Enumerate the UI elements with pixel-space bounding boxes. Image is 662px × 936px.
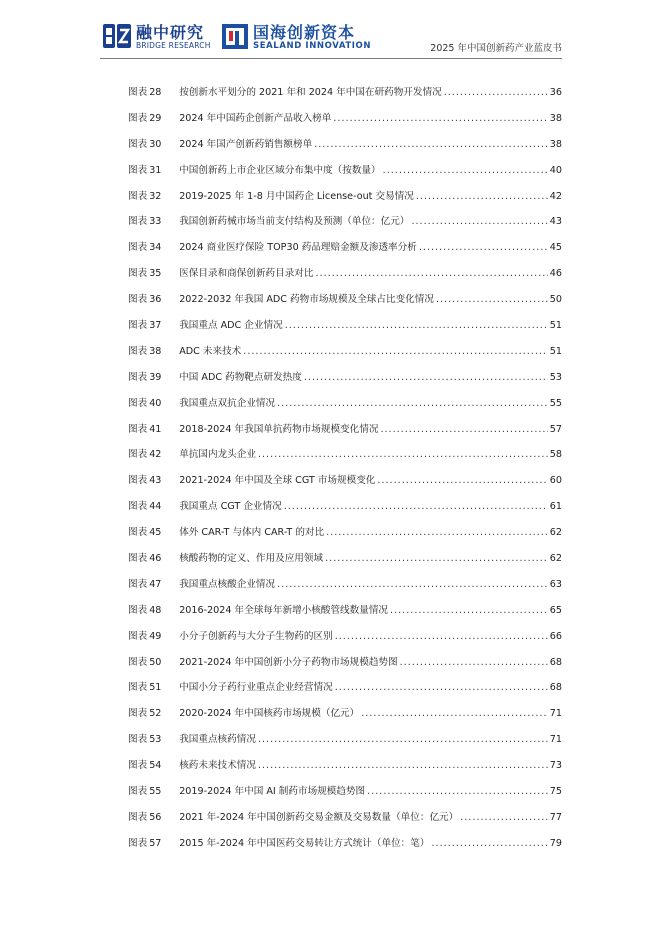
toc-entry-title: 中国小分子药行业重点企业经营情况 xyxy=(179,682,333,694)
toc-entry[interactable] xyxy=(128,343,562,369)
toc-entry-leader-dots xyxy=(258,446,548,464)
toc-entry-label: 图表 xyxy=(128,630,148,642)
sealand-innovation-logo-icon xyxy=(220,21,250,51)
toc-entry-number: 48 xyxy=(149,604,162,616)
toc-entry[interactable] xyxy=(128,731,562,757)
bridge-research-logo-en: BRIDGE RESEARCH xyxy=(136,41,211,50)
toc-entry-label: 图表 xyxy=(128,656,148,668)
toc-entry-label: 图表 xyxy=(128,734,148,746)
toc-entry-title: 中国 ADC 药物靶点研发热度 xyxy=(179,371,302,383)
toc-entry-number: 31 xyxy=(149,164,162,176)
toc-entry-page: 71 xyxy=(549,734,562,746)
toc-entry[interactable] xyxy=(128,654,562,680)
toc-entry-title: 我国创新药械市场当前支付结构及预测（单位：亿元） xyxy=(179,216,410,228)
toc-entry-number: 51 xyxy=(149,682,162,694)
toc-entry-title: 2019-2025 年 1-8 月中国药企 License-out 交易情况 xyxy=(179,190,414,202)
toc-entry-page: 68 xyxy=(549,656,562,668)
toc-entry-number: 30 xyxy=(149,138,162,150)
toc-entry-leader-dots xyxy=(285,317,548,335)
toc-entry-title: ADC 未来技术 xyxy=(179,345,242,357)
toc-entry-page: 58 xyxy=(549,449,562,461)
toc-entry-page: 38 xyxy=(549,112,562,124)
toc-entry[interactable] xyxy=(128,265,562,291)
toc-entry-number: 41 xyxy=(149,423,162,435)
toc-entry[interactable] xyxy=(128,446,562,472)
table-of-figures xyxy=(128,84,562,861)
toc-entry-number: 36 xyxy=(149,294,162,306)
toc-entry-label: 图表 xyxy=(128,501,148,513)
toc-entry-page: 77 xyxy=(549,811,562,823)
toc-entry[interactable] xyxy=(128,291,562,317)
toc-entry-page: 61 xyxy=(549,501,562,513)
toc-entry-title: 2015 年-2024 年中国医药交易转让方式统计（单位：笔） xyxy=(179,837,430,849)
toc-entry-page: 38 xyxy=(549,138,562,150)
toc-entry[interactable] xyxy=(128,472,562,498)
toc-entry-label: 图表 xyxy=(128,760,148,772)
toc-entry[interactable] xyxy=(128,110,562,136)
toc-entry[interactable] xyxy=(128,524,562,550)
toc-entry-title: 2022-2032 年我国 ADC 药物市场规模及全球占比变化情况 xyxy=(179,294,434,306)
toc-entry-title: 2024 商业医疗保险 TOP30 药品理赔金额及渗透率分析 xyxy=(179,242,417,254)
document-title: 2025 年中国创新药产业蓝皮书 xyxy=(430,43,562,54)
toc-entry[interactable] xyxy=(128,421,562,447)
toc-entry[interactable] xyxy=(128,136,562,162)
toc-entry-leader-dots xyxy=(444,84,548,102)
toc-entry-leader-dots xyxy=(400,654,548,672)
toc-entry-number: 38 xyxy=(149,345,162,357)
toc-entry-title: 我国重点 CGT 企业情况 xyxy=(179,501,282,513)
toc-entry[interactable] xyxy=(128,835,562,861)
toc-entry-page: 45 xyxy=(549,242,562,254)
toc-entry-page: 42 xyxy=(549,190,562,202)
toc-entry-label: 图表 xyxy=(128,449,148,461)
toc-entry-page: 62 xyxy=(549,553,562,565)
toc-entry-label: 图表 xyxy=(128,786,148,798)
toc-entry-title: 2024 年国产创新药销售额榜单 xyxy=(179,138,313,150)
toc-entry-title: 小分子创新药与大分子生物药的区别 xyxy=(179,630,333,642)
toc-entry-leader-dots xyxy=(304,369,548,387)
toc-entry-leader-dots xyxy=(411,213,547,231)
toc-entry-title: 中国创新药上市企业区域分布集中度（按数量） xyxy=(179,164,381,176)
toc-entry-number: 43 xyxy=(149,475,162,487)
toc-entry-leader-dots xyxy=(277,395,548,413)
toc-entry[interactable] xyxy=(128,239,562,265)
toc-entry-leader-dots xyxy=(258,757,548,775)
toc-entry-page: 79 xyxy=(549,837,562,849)
toc-entry-label: 图表 xyxy=(128,164,148,176)
toc-entry-number: 32 xyxy=(149,190,162,202)
toc-entry-title: 我国重点核药情况 xyxy=(179,734,256,746)
toc-entry-number: 46 xyxy=(149,553,162,565)
toc-entry-page: 62 xyxy=(549,527,562,539)
toc-entry-title: 体外 CAR-T 与体内 CAR-T 的对比 xyxy=(179,527,325,539)
toc-entry-number: 29 xyxy=(149,112,162,124)
toc-entry-number: 39 xyxy=(149,371,162,383)
toc-entry[interactable] xyxy=(128,162,562,188)
toc-entry-number: 37 xyxy=(149,320,162,332)
toc-entry-number: 56 xyxy=(149,811,162,823)
toc-entry-label: 图表 xyxy=(128,190,148,202)
toc-entry-number: 33 xyxy=(149,216,162,228)
toc-entry-number: 34 xyxy=(149,242,162,254)
toc-entry-title: 医保目录和商保创新药目录对比 xyxy=(179,268,314,280)
toc-entry-number: 35 xyxy=(149,268,162,280)
toc-entry-label: 图表 xyxy=(128,112,148,124)
toc-entry-label: 图表 xyxy=(128,345,148,357)
toc-entry[interactable] xyxy=(128,213,562,239)
toc-entry-title: 2024 年中国药企创新产品收入榜单 xyxy=(179,112,332,124)
toc-entry-title: 2021 年-2024 年中国创新药交易金额及交易数量（单位：亿元） xyxy=(179,811,459,823)
toc-entry-title: 单抗国内龙头企业 xyxy=(179,449,256,461)
toc-entry-label: 图表 xyxy=(128,216,148,228)
toc-entry-leader-dots xyxy=(284,498,548,516)
toc-entry-label: 图表 xyxy=(128,294,148,306)
toc-entry-label: 图表 xyxy=(128,578,148,590)
toc-entry-label: 图表 xyxy=(128,604,148,616)
toc-entry-page: 40 xyxy=(549,164,562,176)
toc-entry-label: 图表 xyxy=(128,87,148,98)
toc-entry[interactable] xyxy=(128,602,562,628)
bridge-research-logo xyxy=(102,20,214,54)
toc-entry-page: 36 xyxy=(549,87,562,98)
page-header xyxy=(0,0,662,62)
toc-entry-page: 43 xyxy=(549,216,562,228)
toc-entry-label: 图表 xyxy=(128,527,148,539)
toc-entry-title: 我国重点 ADC 企业情况 xyxy=(179,320,283,332)
toc-entry-label: 图表 xyxy=(128,268,148,280)
toc-entry-label: 图表 xyxy=(128,708,148,720)
bridge-research-logo-cn: 融中研究 xyxy=(136,23,205,42)
toc-entry[interactable] xyxy=(128,395,562,421)
toc-entry-leader-dots xyxy=(335,679,548,697)
toc-entry-number: 44 xyxy=(149,501,162,513)
toc-entry-leader-dots xyxy=(416,188,548,206)
toc-entry-number: 54 xyxy=(149,760,162,772)
toc-entry[interactable] xyxy=(128,783,562,809)
toc-entry-label: 图表 xyxy=(128,320,148,332)
toc-entry-label: 图表 xyxy=(128,475,148,487)
toc-entry[interactable] xyxy=(128,679,562,705)
toc-entry-number: 55 xyxy=(149,786,162,798)
toc-entry-leader-dots xyxy=(460,809,548,827)
toc-entry-leader-dots xyxy=(361,705,548,723)
toc-entry[interactable] xyxy=(128,705,562,731)
toc-entry-leader-dots xyxy=(326,524,548,542)
toc-entry-number: 45 xyxy=(149,527,162,539)
toc-entry-page: 60 xyxy=(549,475,562,487)
toc-entry-label: 图表 xyxy=(128,682,148,694)
toc-entry-leader-dots xyxy=(383,162,548,180)
toc-entry-page: 63 xyxy=(549,578,562,590)
toc-entry[interactable] xyxy=(128,498,562,524)
toc-entry-page: 51 xyxy=(549,320,562,332)
toc-entry-leader-dots xyxy=(431,835,547,853)
toc-entry-number: 47 xyxy=(149,578,162,590)
toc-entry-title: 核酸药物的定义、作用及应用领域 xyxy=(179,553,324,565)
toc-entry-page: 66 xyxy=(549,630,562,642)
toc-entry-label: 图表 xyxy=(128,138,148,150)
header-divider xyxy=(100,58,562,59)
toc-entry-label: 图表 xyxy=(128,837,148,849)
toc-entry-page: 55 xyxy=(549,397,562,409)
toc-entry[interactable] xyxy=(128,550,562,576)
toc-entry-leader-dots xyxy=(333,110,547,128)
toc-entry[interactable] xyxy=(128,369,562,395)
toc-entry-leader-dots xyxy=(377,472,547,490)
toc-entry-number: 28 xyxy=(149,87,162,98)
toc-entry-title: 我国重点核酸企业情况 xyxy=(179,578,276,590)
toc-entry-number: 53 xyxy=(149,734,162,746)
sealand-innovation-logo xyxy=(220,20,380,54)
toc-entry-title: 按创新水平划分的 2021 年和 2024 年中国在研药物开发情况 xyxy=(179,87,442,98)
toc-entry-leader-dots xyxy=(419,239,548,257)
toc-entry-leader-dots xyxy=(390,602,548,620)
bridge-research-logo-icon xyxy=(102,22,132,50)
toc-entry-label: 图表 xyxy=(128,397,148,409)
toc-entry-number: 42 xyxy=(149,449,162,461)
toc-entry-page: 73 xyxy=(549,760,562,772)
toc-entry-title: 我国重点双抗企业情况 xyxy=(179,397,276,409)
toc-entry-page: 57 xyxy=(549,423,562,435)
toc-entry[interactable] xyxy=(128,188,562,214)
toc-entry-page: 71 xyxy=(549,708,562,720)
toc-entry-leader-dots xyxy=(325,550,548,568)
toc-entry-page: 68 xyxy=(549,682,562,694)
toc-entry-title: 2018-2024 年我国单抗药物市场规模变化情况 xyxy=(179,423,379,435)
toc-entry-number: 50 xyxy=(149,656,162,668)
toc-entry[interactable] xyxy=(128,576,562,602)
toc-entry[interactable] xyxy=(128,317,562,343)
toc-entry-label: 图表 xyxy=(128,371,148,383)
toc-entry-number: 49 xyxy=(149,630,162,642)
toc-entry-title: 2021-2024 年中国及全球 CGT 市场规模变化 xyxy=(179,475,376,487)
toc-entry[interactable] xyxy=(128,84,562,110)
toc-entry-page: 65 xyxy=(549,604,562,616)
toc-entry-page: 50 xyxy=(549,294,562,306)
toc-entry[interactable] xyxy=(128,628,562,654)
toc-entry-leader-dots xyxy=(316,265,548,283)
toc-entry-title: 2021-2024 年中国创新小分子药物市场规模趋势图 xyxy=(179,656,398,668)
toc-entry-label: 图表 xyxy=(128,423,148,435)
toc-entry-page: 51 xyxy=(549,345,562,357)
toc-entry-number: 40 xyxy=(149,397,162,409)
toc-entry-title: 核药未来技术情况 xyxy=(179,760,256,772)
toc-entry-leader-dots xyxy=(436,291,548,309)
toc-entry-leader-dots xyxy=(258,731,548,749)
toc-entry-title: 2020-2024 年中国核药市场规模（亿元） xyxy=(179,708,360,720)
toc-entry-label: 图表 xyxy=(128,553,148,565)
toc-entry-page: 53 xyxy=(549,371,562,383)
sealand-innovation-logo-cn: 国海创新资本 xyxy=(253,23,356,42)
toc-entry-label: 图表 xyxy=(128,242,148,254)
toc-entry-page: 75 xyxy=(549,786,562,798)
toc-entry-number: 57 xyxy=(149,837,162,849)
toc-entry-title: 2019-2024 年中国 AI 制药市场规模趋势图 xyxy=(179,786,366,798)
toc-entry-leader-dots xyxy=(335,628,548,646)
toc-entry-page: 46 xyxy=(549,268,562,280)
toc-entry-leader-dots xyxy=(243,343,548,361)
toc-entry-number: 52 xyxy=(149,708,162,720)
toc-entry[interactable] xyxy=(128,757,562,783)
toc-entry-label: 图表 xyxy=(128,811,148,823)
toc-entry-leader-dots xyxy=(380,421,547,439)
sealand-innovation-logo-en: SEALAND INNOVATION xyxy=(253,41,372,51)
toc-entry-title: 2016-2024 年全球每年新增小核酸管线数量情况 xyxy=(179,604,389,616)
toc-entry-leader-dots xyxy=(367,783,548,801)
toc-entry-leader-dots xyxy=(314,136,548,154)
toc-entry-leader-dots xyxy=(277,576,548,594)
toc-entry[interactable] xyxy=(128,809,562,835)
